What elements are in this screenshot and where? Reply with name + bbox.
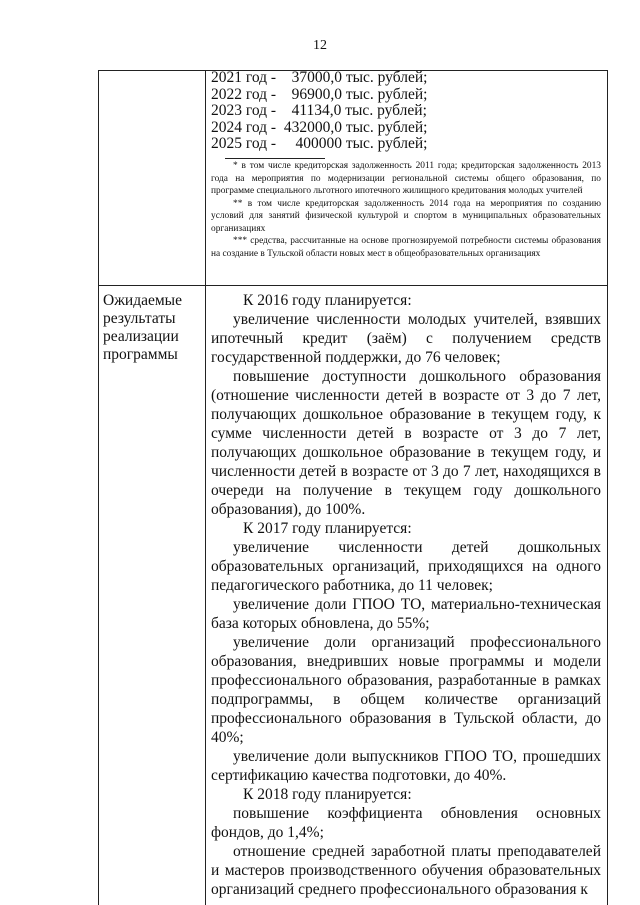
column-divider [205, 70, 206, 905]
page-number: 12 [313, 38, 327, 53]
footnote-1: * в том числе кредиторская задолженность 2011 года; кредиторская задолженность 2013 года на мероприятия по модернизации региональной системы общего образования, по программе специального льготного ипотечного жилищного кредитования молодых учителей [211, 161, 601, 196]
funding-row-2025: 2025 год - 400000 тыс. рублей; [211, 135, 428, 152]
row-divider [99, 285, 607, 286]
results-year-heading: К 2018 году планируется: [243, 786, 412, 803]
results-year-heading: К 2016 году планируется: [243, 292, 412, 309]
result-item: увеличение численности детей дошкольных образовательных организаций, приходящихся на одного педагогического работника, до 11 человек; [211, 539, 601, 594]
footnote-3: *** средства, рассчитанные на основе прогнозируемой потребности системы образования на создание в Тульской области новых мест в общеобразовательных организациях [211, 236, 601, 259]
result-item: отношение средней заработной платы преподавателей и мастеров производственного обучения образовательных организаций среднего профессионального образования к [211, 843, 601, 898]
expected-results [211, 291, 601, 899]
program-table [98, 70, 608, 905]
footnote-rule [225, 158, 325, 159]
result-item: увеличение численности молодых учителей, взявших ипотечный кредит (заём) с получением средств государственной поддержки, до 76 человек; [211, 311, 601, 366]
result-item: повышение доступности дошкольного образования (отношение численности детей в возрасте от 3 до 7 лет, получающих дошкольное образование в текущем году, к сумме численности детей в возрасте от 3 до 7 лет, получающих дошкольное образование в текущем году, и численности детей в возрасте от 3 до 7 лет, находящихся в очереди на получение в текущем году дошкольного образования), до 100%. [211, 368, 601, 518]
footnote-2: ** в том числе кредиторская задолженность 2014 года на мероприятия по созданию условий для занятий физической культурой и спортом в муниципальных образовательных организациях [211, 198, 601, 234]
funding-row-2023: 2023 год - 41134,0 тыс. рублей; [211, 102, 427, 119]
result-item: повышение коэффициента обновления основных фондов, до 1,4%; [211, 805, 601, 841]
section-label: Ожидаемые результаты реализации программы [103, 292, 182, 363]
funding-row-2021: 2021 год - 37000,0 тыс. рублей; [211, 69, 428, 86]
footnotes [211, 160, 601, 260]
results-year-heading: К 2017 году планируется: [243, 520, 412, 537]
result-item: увеличение доли ГПОО ТО, материально-техническая база которых обновлена, до 55%; [211, 596, 601, 632]
funding-list [211, 70, 601, 153]
funding-row-2022: 2022 год - 96900,0 тыс. рублей; [211, 85, 428, 103]
result-item: увеличение доли выпускников ГПОО ТО, прошедших сертификацию качества подготовки, до 40%. [211, 748, 601, 784]
funding-row-2024: 2024 год - 432000,0 тыс. рублей; [211, 118, 428, 136]
result-item: увеличение доли организаций профессионального образования, внедривших новые программы и модели профессионального образования, разработанные в рамках подпрограммы, в общем количестве организаций профессионального образования в Тульской области, до 40%; [211, 634, 601, 746]
